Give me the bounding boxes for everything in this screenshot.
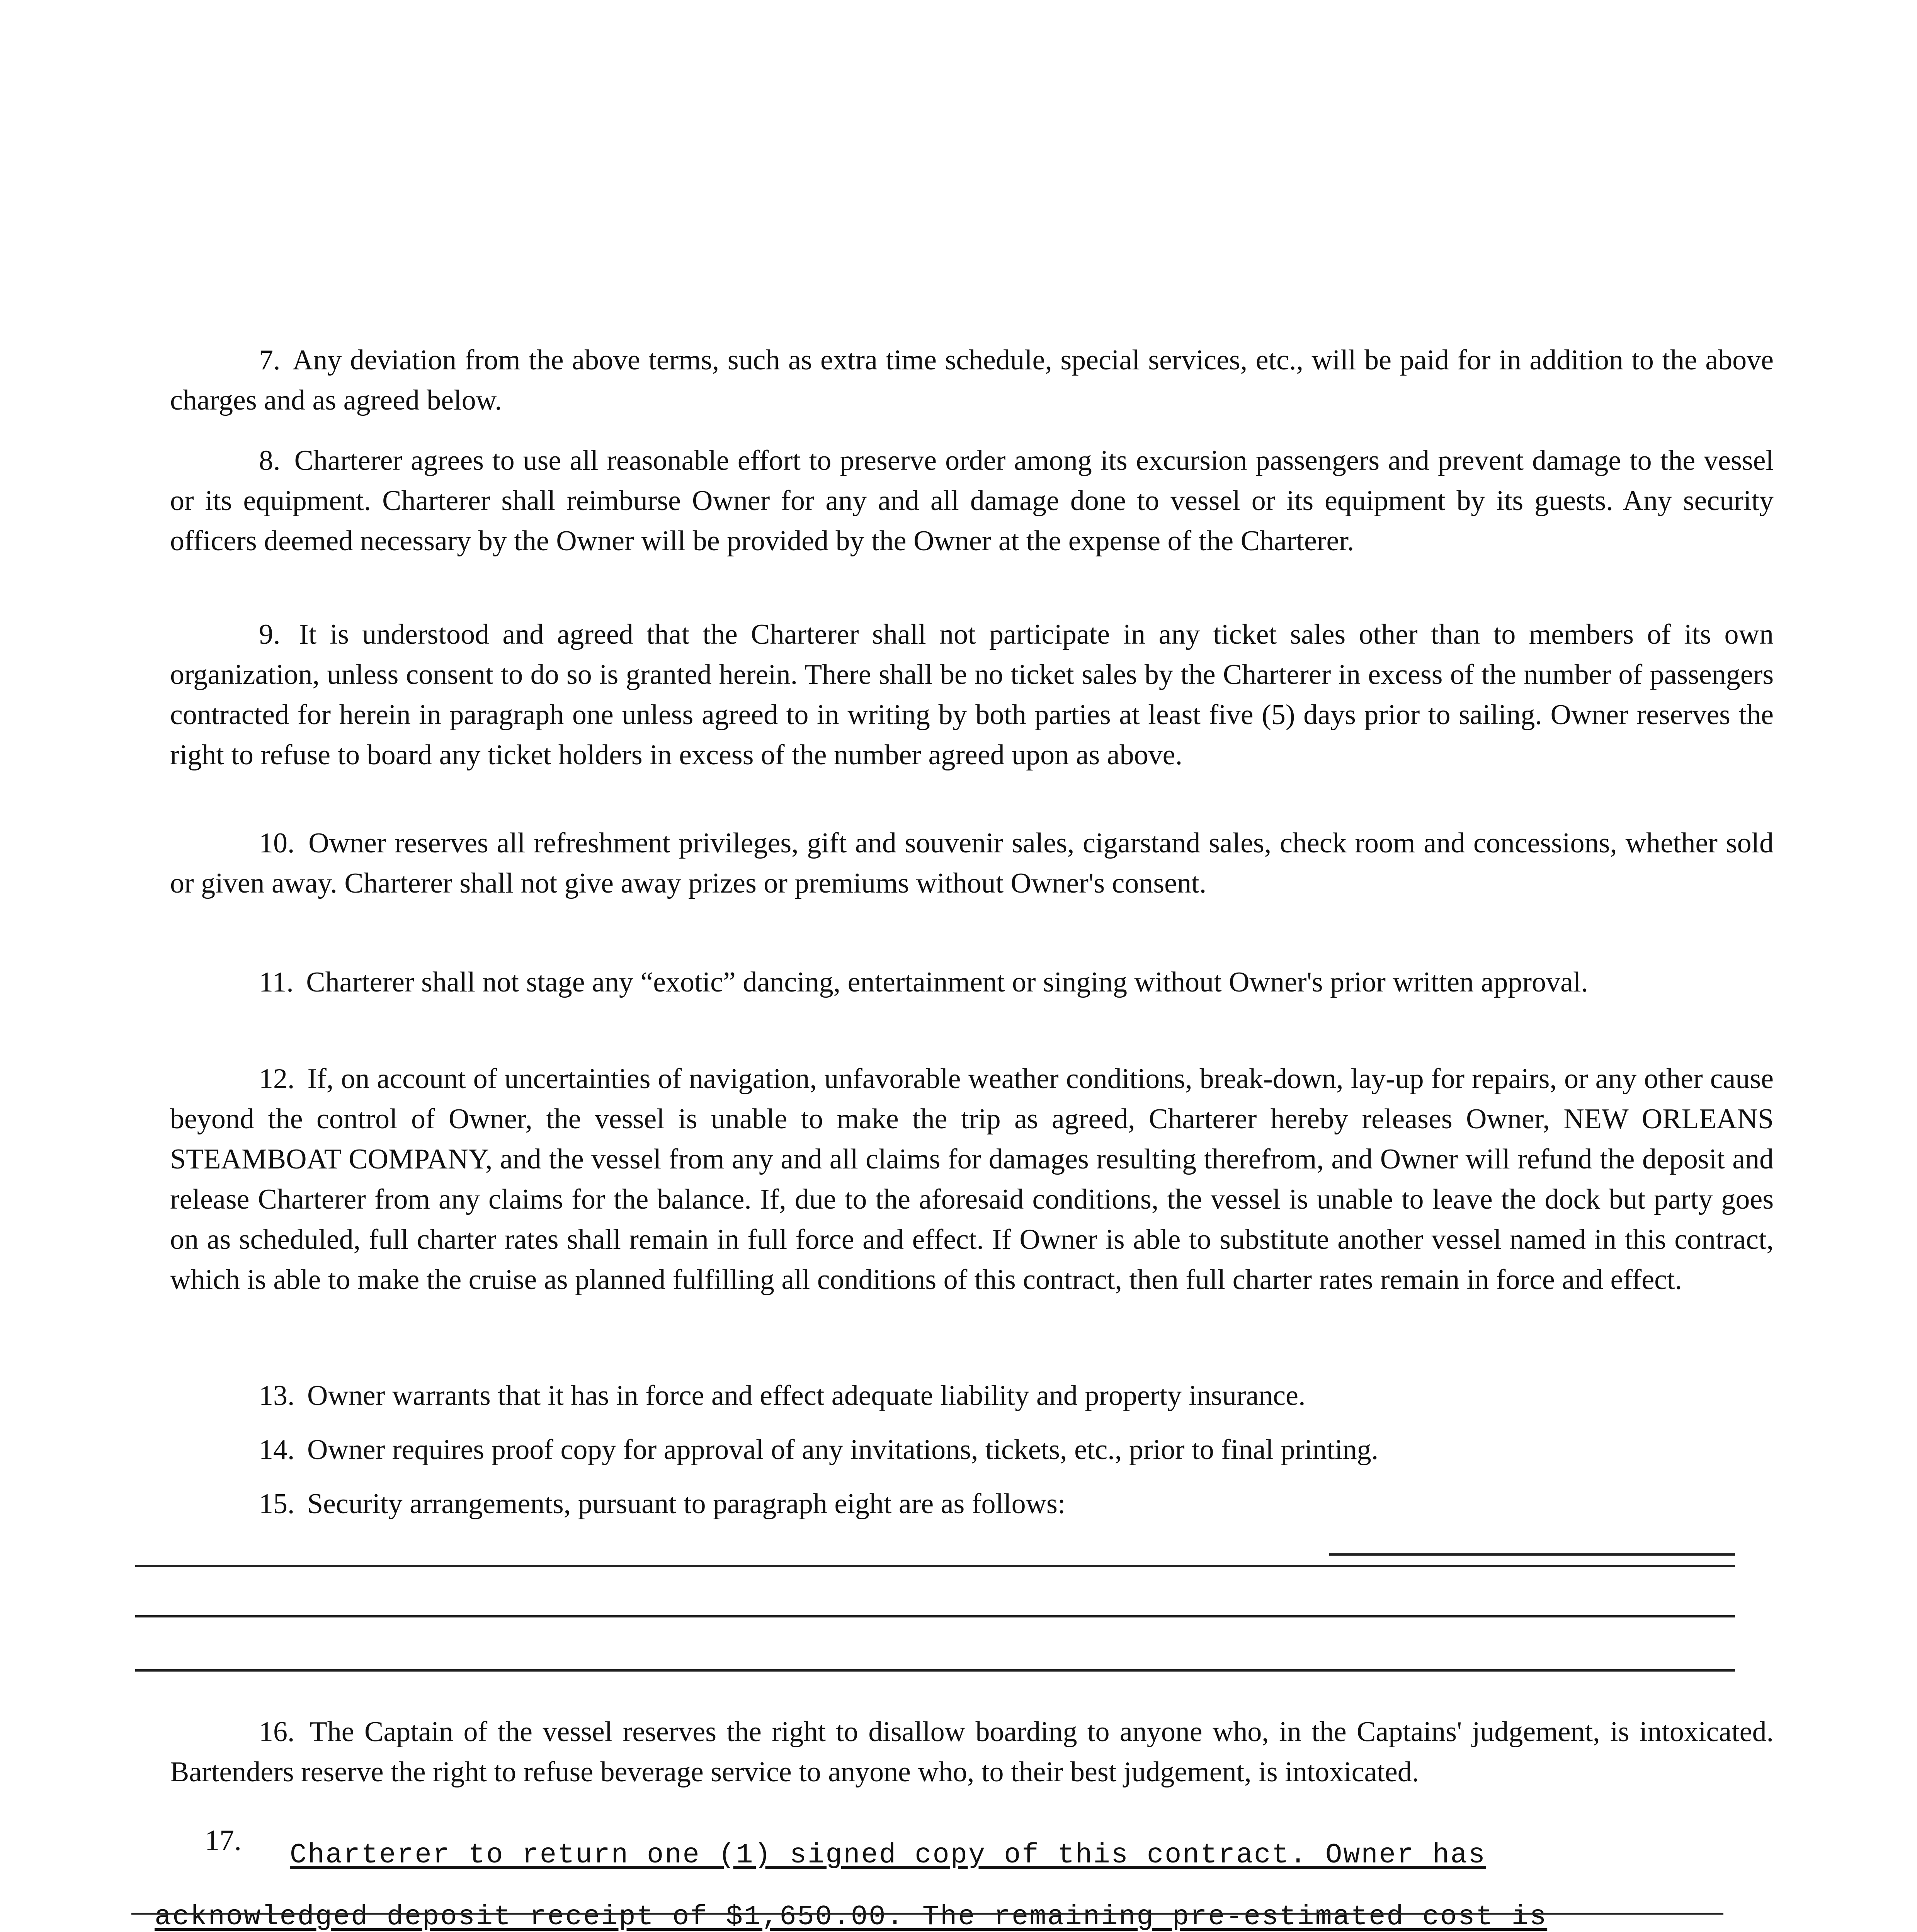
clause-9 <box>170 614 1774 775</box>
clause-17-line-1: Charterer to return one (1) signed copy of this contract. Owner has <box>290 1839 1486 1871</box>
clause-8 <box>170 440 1774 561</box>
clause-number: 16. <box>259 1716 295 1748</box>
clause-17-number: 17. <box>205 1824 242 1857</box>
clause-number: 9. <box>259 619 281 650</box>
clause-number: 15. <box>259 1488 295 1520</box>
clause-11 <box>170 962 1774 1002</box>
clause-10 <box>170 823 1774 903</box>
clause-number: 12. <box>259 1063 295 1095</box>
clause-text: Owner requires proof copy for approval of any invitations, tickets, etc., prior to final printing. <box>307 1434 1379 1466</box>
clause-text: The Captain of the vessel reserves the right to disallow boarding to anyone who, in the Captains' judgement, is intoxicated. Bartenders reserve the right to refuse beverage service to anyone who, to their best judgement, is intoxicated. <box>170 1716 1774 1788</box>
clause-text: If, on account of uncertainties of navigation, unfavorable weather conditions, break-down, lay-up for repairs, or any other cause beyond the control of Owner, the vessel is unable to make the trip as agreed, Charterer hereby releases Owner, NEW ORLEANS STEAMBOAT COMPANY, and the vessel from any and all claims for damages resulting therefrom, and Owner will refund the deposit and release Charterer from any claims for the balance. If, due to the aforesaid conditions, the vessel is unable to leave the dock but party goes on as scheduled, full charter rates shall remain in full force and effect. If Owner is able to substitute another vessel named in this contract, which is able to make the cruise as planned fulfilling all conditions of this contract, then full charter rates remain in force and effect. <box>170 1063 1774 1296</box>
clause-text: Any deviation from the above terms, such as extra time schedule, special services, etc., will be paid for in addition to the above charges and as agreed below. <box>170 344 1774 416</box>
clause-17-line-2: acknowledged deposit receipt of $1,650.00. The remaining pre-estimated cost is <box>155 1901 1548 1932</box>
clause-17-rule <box>131 1913 1723 1915</box>
security-arrangements-line[interactable] <box>1329 1553 1735 1556</box>
clause-text: Security arrangements, pursuant to paragraph eight are as follows: <box>307 1488 1066 1520</box>
security-arrangements-line[interactable] <box>135 1565 1735 1567</box>
clause-14 <box>170 1430 1774 1470</box>
clause-number: 13. <box>259 1380 295 1412</box>
clause-number: 11. <box>259 966 294 998</box>
clause-text: Charterer shall not stage any “exotic” dancing, entertainment or singing without Owner's prior written approval. <box>306 966 1588 998</box>
clause-13 <box>170 1376 1774 1416</box>
clause-number: 7. <box>259 344 281 376</box>
clause-text: Owner warrants that it has in force and effect adequate liability and property insurance. <box>307 1380 1306 1412</box>
clause-16 <box>170 1712 1774 1792</box>
clause-number: 8. <box>259 445 281 476</box>
clause-text: Owner reserves all refreshment privileges, gift and souvenir sales, cigarstand sales, check room and concessions, whether sold or given away. Charterer shall not give away prizes or premiums without Owner's consent. <box>170 827 1774 899</box>
security-arrangements-line[interactable] <box>135 1615 1735 1617</box>
clause-text: Charterer agrees to use all reasonable effort to preserve order among its excursion passengers and prevent damage to the vessel or its equipment. Charterer shall reimburse Owner for any and all damage done to vessel or its equipment by its guests. Any security officers deemed necessary by the Owner will be provided by the Owner at the expense of the Charterer. <box>170 445 1774 557</box>
clause-number: 10. <box>259 827 295 859</box>
security-arrangements-line[interactable] <box>135 1669 1735 1672</box>
clause-7 <box>170 340 1774 420</box>
clause-text: It is understood and agreed that the Charterer shall not participate in any ticket sales other than to members of its own organization, unless consent to do so is granted herein. There shall be no ticket sales by the Charterer in excess of the number of passengers contracted for herein in paragraph one unless agreed to in writing by both parties at least five (5) days prior to sailing. Owner reserves the right to refuse to board any ticket holders in excess of the number agreed upon as above. <box>170 619 1774 771</box>
clause-12 <box>170 1059 1774 1300</box>
clause-number: 14. <box>259 1434 295 1466</box>
clause-15 <box>170 1484 1774 1524</box>
